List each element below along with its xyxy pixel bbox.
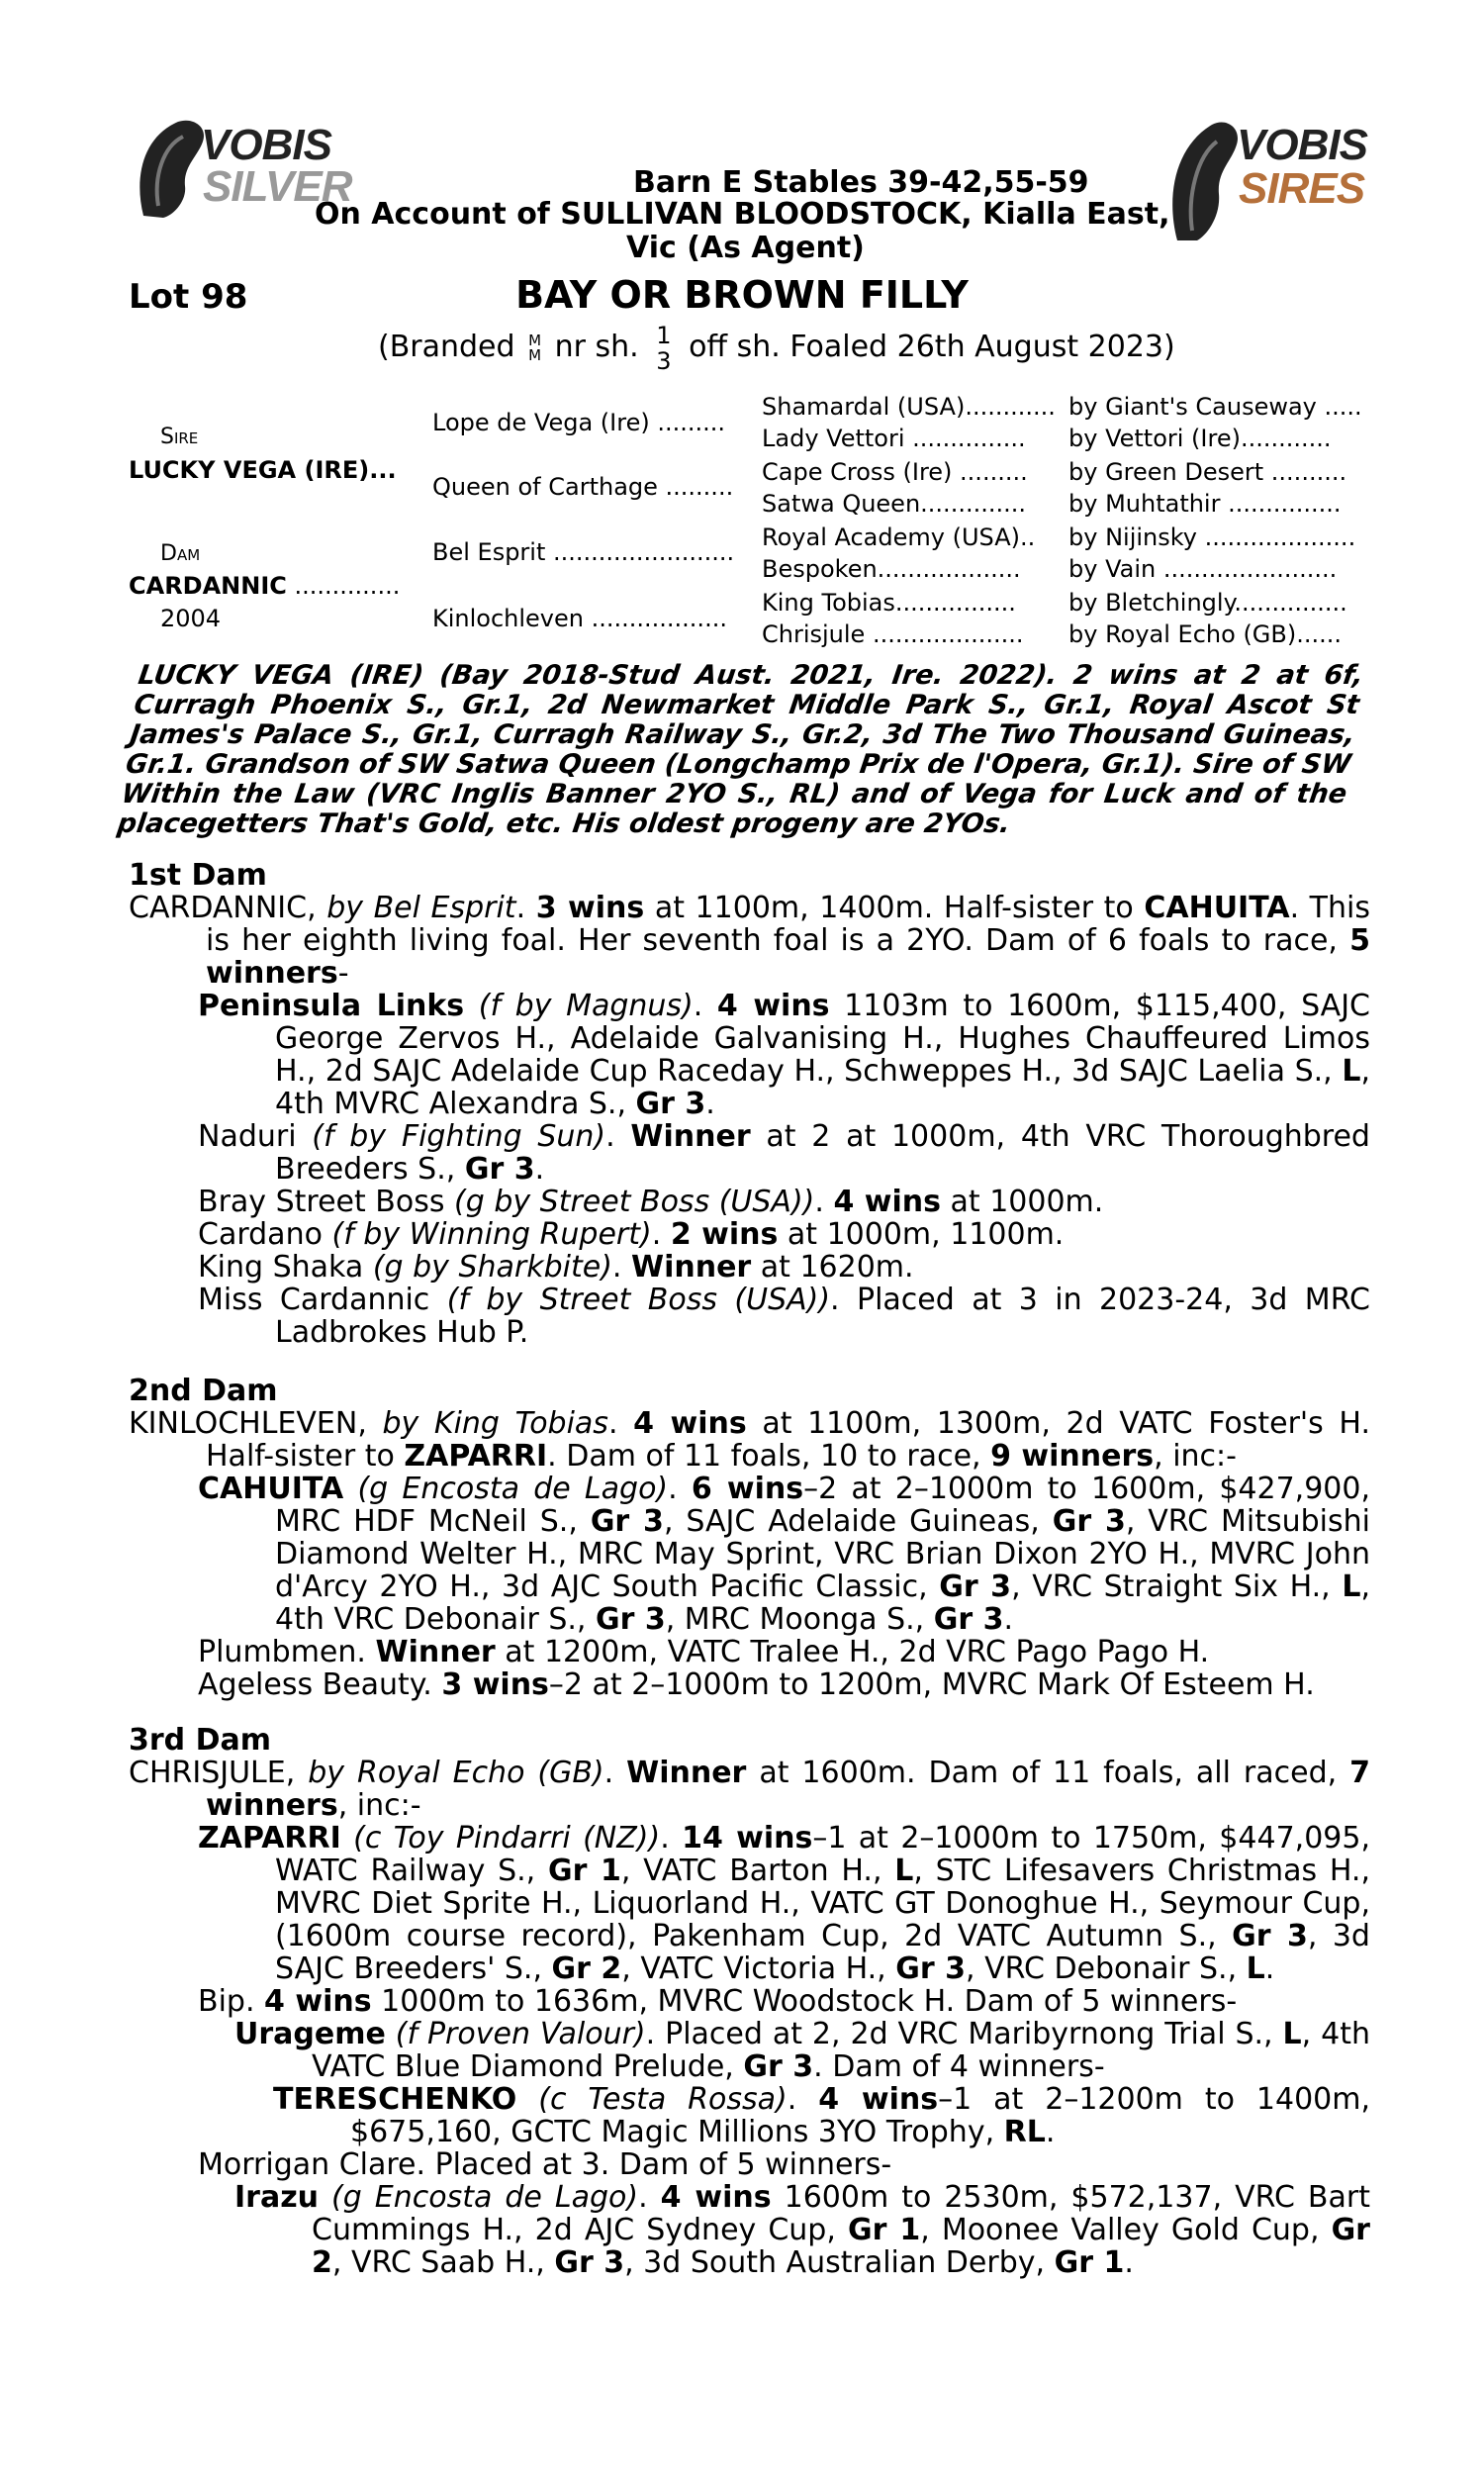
gen3-6: Bespoken................... (762, 555, 1021, 583)
vobis-silver-logo (124, 107, 352, 226)
logo-line2: SIRES (1239, 164, 1365, 213)
section-heading: 2nd Dam (129, 1374, 278, 1408)
gen3-5: Royal Academy (USA).. (762, 523, 1036, 551)
progeny-entry: Peninsula Links (f by Magnus). 4 wins 1103m to 1600m, $115,400, SAJC George Zervos H., Adelaide Galvanising H., Hughes Chauffeured Limos H., 2d SAJC Adelaide Cup Raceday H., Schweppes H., 3d SAJC Laelia S., L, 4th MVRC Alexandra S., Gr 3. (198, 989, 1371, 1121)
gen3-4: Satwa Queen.............. (762, 490, 1026, 518)
gen3-7: King Tobias................ (762, 589, 1016, 617)
progeny-entry: Bip. 4 wins 1000m to 1636m, MVRC Woodstock H. Dam of 5 winners- (198, 1984, 1238, 2019)
third-dam-section (129, 1724, 1370, 2279)
branded-open: (Branded (378, 330, 515, 364)
sire-name: LUCKY VEGA (IRE)... (129, 456, 397, 484)
gen3-2-by: by Vettori (Ire)............ (1068, 425, 1332, 452)
section-heading: 1st Dam (129, 858, 267, 893)
gen3-8: Chrisjule .................... (762, 620, 1024, 648)
dam-label: Dam (160, 541, 201, 566)
lot-title: BAY OR BROWN FILLY (515, 273, 969, 317)
dam-year: 2004 (160, 605, 222, 632)
dam-name: CARDANNIC .............. (129, 572, 401, 600)
logo-line1: VOBIS (201, 121, 331, 169)
brand-nr: nr sh. (554, 330, 639, 364)
progeny-entry: Miss Cardannic (f by Street Boss (USA)). Placed at 3 in 2023-24, 3d MRC Ladbrokes Hub P. (198, 1283, 1370, 1350)
grand-progeny-entry: Irazu (g Encosta de Lago). 4 wins 1600m to 2530m, $572,137, VRC Bart Cummings H., 2d AJC Sydney Cup, Gr 1, Moonee Valley Gold Cup, Gr 2, VRC Saab H., Gr 3, 3d South Australian Derby, Gr 1. (234, 2180, 1370, 2280)
gen3-2: Lady Vettori ............... (762, 425, 1026, 452)
dam-intro: CHRISJULE, by Royal Echo (GB). Winner at 1600m. Dam of 11 foals, all raced, 7 winners, inc:- (129, 1756, 1371, 1823)
lot-number: Lot 98 (129, 277, 248, 317)
dam-intro: CARDANNIC, by Bel Esprit. 3 wins at 1100m, 1400m. Half-sister to CAHUITA. This is her eighth living foal. Her seventh foal is a 2YO. Dam of 6 foals to race, 5 winners- (129, 891, 1370, 991)
vobis-sires-logo (1158, 107, 1367, 245)
first-dam-section (129, 859, 1370, 1349)
progeny-entry: Naduri (f by Fighting Sun). Winner at 2 at 1000m, 4th VRC Thoroughbred Breeders S., Gr 3. (198, 1119, 1370, 1187)
account-line: On Account of SULLIVAN BLOODSTOCK, Kialla East, (315, 197, 1170, 232)
gen3-3-by: by Green Desert .......... (1068, 458, 1347, 486)
great-grand-progeny-entry: TERESCHENKO (c Testa Rossa). 4 wins–1 at 2–1200m to 1400m, $675,160, GCTC Magic Millions 3YO Trophy, RL. (273, 2082, 1371, 2149)
gen3-4-by: by Muhtathir ............... (1068, 490, 1342, 518)
dam-intro: KINLOCHLEVEN, by King Tobias. 4 wins at 1100m, 1300m, 2d VATC Foster's H. Half-sister to ZAPARRI. Dam of 11 foals, 10 to race, 9 winners, inc:- (129, 1406, 1370, 1474)
gen2-sire-dam: Queen of Carthage ......... (432, 473, 734, 501)
gen2-dam-sire: Bel Esprit ........................ (432, 538, 735, 566)
progeny-entry: Morrigan Clare. Placed at 3. Dam of 5 winners- (198, 2147, 892, 2182)
gen3-7-by: by Bletchingly............... (1068, 589, 1347, 617)
gen2-sire-sire: Lope de Vega (Ire) ......... (432, 409, 725, 436)
progeny-entry: Plumbmen. Winner at 1200m, VATC Tralee H., 2d VRC Pago Pago H. (198, 1635, 1210, 1669)
account-line-2: Vic (As Agent) (626, 231, 865, 265)
section-heading: 3rd Dam (129, 1723, 271, 1758)
progeny-entry: Cardano (f by Winning Rupert). 2 wins at 1000m, 1100m. (198, 1217, 1065, 1252)
progeny-entry: CAHUITA (g Encosta de Lago). 6 wins–2 at 2–1000m to 1600m, $427,900, MRC HDF McNeil S., Gr 3, SAJC Adelaide Guineas, Gr 3, VRC Mitsubishi Diamond Welter H., MRC May Sprint, VRC Brian Dixon 2YO H., MVRC John d'Arcy 2YO H., 3d AJC South Pacific Classic, Gr 3, VRC Straight Six H., L, 4th VRC Debonair S., Gr 3, MRC Moonga S., Gr 3. (198, 1472, 1371, 1637)
branding-line (378, 319, 1175, 376)
gen3-1-by: by Giant's Causeway ..... (1068, 393, 1362, 421)
gen3-5-by: by Nijinsky .................... (1068, 523, 1356, 551)
logo-line1: VOBIS (1237, 121, 1367, 169)
brand-mark: M M (528, 331, 542, 364)
progeny-entry: King Shaka (g by Sharkbite). Winner at 1620m. (198, 1250, 914, 1285)
progeny-entry: ZAPARRI (c Toy Pindarri (NZ)). 14 wins–1 at 2–1000m to 1750m, $447,095, WATC Railway S., Gr 1, VATC Barton H., L, STC Lifesavers Christmas H., MVRC Diet Sprite H., Liquorland H., VATC GT Donoghue H., Seymour Cup, (1600m course record), Pakenham Cup, 2d VATC Autumn S., Gr 3, 3d SAJC Breeders' S., Gr 2, VATC Victoria H., Gr 3, VRC Debonair S., L. (198, 1821, 1370, 1986)
gen3-3: Cape Cross (Ire) ......... (762, 458, 1028, 486)
gen3-6-by: by Vain ....................... (1068, 555, 1338, 583)
gen2-dam-dam: Kinlochleven .................. (432, 605, 727, 632)
logo-line2: SILVER (203, 162, 352, 211)
gen3-1: Shamardal (USA)............ (762, 393, 1056, 421)
progeny-entry: Bray Street Boss (g by Street Boss (USA)). 4 wins at 1000m. (198, 1185, 1104, 1219)
brand-rest: off sh. Foaled 26th August 2023) (689, 330, 1175, 364)
sire-label: Sire (160, 425, 199, 449)
sire-comment: LUCKY VEGA (IRE) (Bay 2018-Stud Aust. 2021, Ire. 2022). 2 wins at 2 at 6f, Curragh Phoenix S., Gr.1, 2d Newmarket Middle Park S., Gr.1, Royal Ascot St James's Palace S., Gr.1, Curragh Railway S., Gr.2, 3d The Two Thousand Guineas, Gr.1. Grandson of SW Satwa Queen (Longchamp Prix de l'Opera, Gr.1). Sire of SW Within the Law (VRC Inglis Banner 2YO S., RL) and of Vega for Luck and of the placegetters That's Gold, etc. His oldest progeny are 2YOs. (115, 660, 1366, 839)
brand-fraction: 1 3 (656, 321, 672, 375)
second-dam-section (129, 1375, 1370, 1701)
gen3-8-by: by Royal Echo (GB)...... (1068, 620, 1342, 648)
barn-stables: Barn E Stables 39-42,55-59 (633, 165, 1089, 200)
grand-progeny-entry: Urageme (f Proven Valour). Placed at 2, 2d VRC Maribyrnong Trial S., L, 4th VATC Blue Diamond Prelude, Gr 3. Dam of 4 winners- (234, 2017, 1370, 2084)
progeny-entry: Ageless Beauty. 3 wins–2 at 2–1000m to 1200m, MVRC Mark Of Esteem H. (198, 1667, 1315, 1702)
